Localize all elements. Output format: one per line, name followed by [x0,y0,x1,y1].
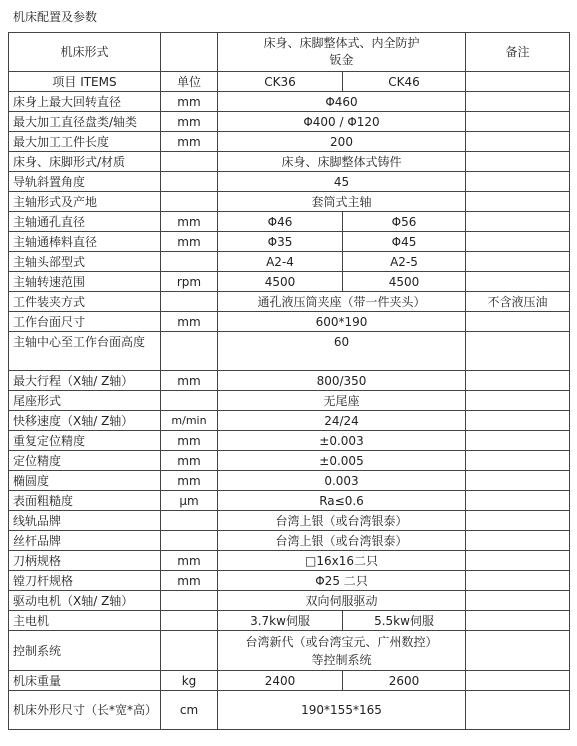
row-unit [161,511,218,531]
row-unit [161,292,218,312]
row-item: 主轴通棒料直径 [9,232,161,252]
table-row [9,451,570,471]
row-item: 导轨斜置角度 [9,172,161,192]
row-value: 800/350 [218,371,466,391]
row-remark [466,611,570,631]
row-unit: mm [161,92,218,112]
row-item: 镗刀杆规格 [9,571,161,591]
spec-table [8,32,570,730]
row-unit [161,591,218,611]
row-value: Φ460 [218,92,466,112]
row-remark [466,471,570,491]
row-value: Φ400 / Φ120 [218,112,466,132]
row-item: 主轴转速范围 [9,272,161,292]
row-item: 最大加工直径盘类/轴类 [9,112,161,132]
table-row [9,312,570,332]
row-remark [466,451,570,471]
row-unit [161,631,218,671]
table-row [9,471,570,491]
row-remark [466,551,570,571]
table-row [9,212,570,232]
model-a-header: CK36 [218,72,343,92]
row-value-a: Φ35 [218,232,343,252]
row-item: 丝杆品牌 [9,531,161,551]
row-item: 主轴形式及产地 [9,192,161,212]
table-row [9,192,570,212]
row-unit [161,152,218,172]
row-value: Ra≤0.6 [218,491,466,511]
row-value: 无尾座 [218,391,466,411]
row-item: 主轴通孔直径 [9,212,161,232]
row-unit: mm [161,551,218,571]
row-remark [466,212,570,232]
row-unit: mm [161,132,218,152]
row-item: 重复定位精度 [9,431,161,451]
row-remark [466,152,570,172]
row-value: 床身、床脚整体式铸件 [218,152,466,172]
table-header-row [9,33,570,72]
model-b-header: CK46 [343,72,466,92]
row-remark [466,691,570,730]
row-remark [466,332,570,371]
row-unit [161,192,218,212]
row-remark [466,431,570,451]
table-row [9,272,570,292]
row-item: 主轴头部型式 [9,252,161,272]
row-value-a: 2400 [218,671,343,691]
table-row [9,172,570,192]
row-remark: 不含液压油 [466,292,570,312]
row-remark [466,491,570,511]
row-value: 台湾上银（或台湾银泰） [218,511,466,531]
row-value-b: 5.5kw伺服 [343,611,466,631]
table-row [9,132,570,152]
row-remark [466,232,570,252]
table-row [9,411,570,431]
table-row [9,631,570,671]
row-value: 60 [218,332,466,371]
row-unit: mm [161,571,218,591]
row-remark [466,172,570,192]
row-item: 工件装夹方式 [9,292,161,312]
row-unit: rpm [161,272,218,292]
row-unit [161,172,218,192]
table-header-row [9,72,570,92]
row-unit: mm [161,112,218,132]
row-remark [466,591,570,611]
row-value: 通孔液压筒夹座（带一件夹头） [218,292,466,312]
machine-type-value: 床身、床脚整体式、内全防护钣金 [218,33,466,72]
row-value-a: 3.7kw伺服 [218,611,343,631]
row-item: 最大加工工件长度 [9,132,161,152]
row-item: 机床外形尺寸（长*宽*高） [9,691,161,730]
row-value: 45 [218,172,466,192]
row-item: 刀柄规格 [9,551,161,571]
row-value: ±0.003 [218,431,466,451]
row-unit: mm [161,451,218,471]
row-item: 线轨品牌 [9,511,161,531]
row-value: 24/24 [218,411,466,431]
row-value-b: Φ56 [343,212,466,232]
row-item: 椭圆度 [9,471,161,491]
table-row [9,671,570,691]
row-value: 190*155*165 [218,691,466,730]
table-row [9,332,570,371]
row-value-a: Φ46 [218,212,343,232]
row-unit [161,252,218,272]
row-unit [161,531,218,551]
row-value-b: 2600 [343,671,466,691]
row-item: 表面粗糙度 [9,491,161,511]
table-row [9,92,570,112]
row-unit: m/min [161,411,218,431]
row-remark [466,192,570,212]
table-row [9,511,570,531]
row-value: Φ25 二只 [218,571,466,591]
table-row [9,571,570,591]
row-item: 尾座形式 [9,391,161,411]
table-row [9,531,570,551]
machine-type-label: 机床形式 [9,33,161,72]
table-row [9,431,570,451]
row-remark [466,252,570,272]
row-remark [466,272,570,292]
row-value-b: A2-5 [343,252,466,272]
row-value-b: 4500 [343,272,466,292]
item-header: 项目 ITEMS [9,72,161,92]
table-row [9,112,570,132]
row-unit [161,611,218,631]
row-unit: mm [161,371,218,391]
row-item: 床身、床脚形式/材质 [9,152,161,172]
row-value: 双向伺服驱动 [218,591,466,611]
row-value: 600*190 [218,312,466,332]
row-remark [466,371,570,391]
row-item: 主电机 [9,611,161,631]
row-value-a: A2-4 [218,252,343,272]
row-remark [466,92,570,112]
table-row [9,152,570,172]
table-row [9,691,570,730]
row-remark [466,312,570,332]
table-cell [466,72,570,92]
row-unit [161,332,218,371]
row-value-a: 4500 [218,272,343,292]
page-title: 机床配置及参数 [13,10,98,24]
row-unit: mm [161,431,218,451]
row-unit: μm [161,491,218,511]
row-unit: mm [161,212,218,232]
table-row [9,292,570,312]
row-item: 控制系统 [9,631,161,671]
row-value: ±0.005 [218,451,466,471]
row-remark [466,391,570,411]
row-item: 机床重量 [9,671,161,691]
table-row [9,391,570,411]
row-unit: mm [161,232,218,252]
row-value: 0.003 [218,471,466,491]
row-value: 台湾新代（或台湾宝元、广州数控）等控制系统 [218,631,466,671]
row-value: 台湾上银（或台湾银泰） [218,531,466,551]
table-row [9,551,570,571]
table-row [9,371,570,391]
row-unit: cm [161,691,218,730]
row-item: 快移速度（X轴/ Z轴） [9,411,161,431]
row-value-b: Φ45 [343,232,466,252]
row-remark [466,671,570,691]
row-item: 驱动电机（X轴/ Z轴） [9,591,161,611]
row-value: 套筒式主轴 [218,192,466,212]
row-item: 床身上最大回转直径 [9,92,161,112]
row-remark [466,112,570,132]
table-cell [161,33,218,72]
row-item: 最大行程（X轴/ Z轴） [9,371,161,391]
table-row [9,252,570,272]
table-row [9,611,570,631]
row-remark [466,531,570,551]
row-unit: kg [161,671,218,691]
row-remark [466,511,570,531]
remark-header: 备注 [466,33,570,72]
row-item: 主轴中心至工作台面高度 [9,332,161,371]
row-remark [466,411,570,431]
row-value: □16x16二只 [218,551,466,571]
table-row [9,232,570,252]
table-row [9,491,570,511]
row-value: 200 [218,132,466,152]
row-unit [161,391,218,411]
table-row [9,591,570,611]
row-item: 定位精度 [9,451,161,471]
unit-header: 单位 [161,72,218,92]
row-remark [466,571,570,591]
row-remark [466,631,570,671]
row-unit: mm [161,471,218,491]
row-unit: mm [161,312,218,332]
row-item: 工作台面尺寸 [9,312,161,332]
row-remark [466,132,570,152]
